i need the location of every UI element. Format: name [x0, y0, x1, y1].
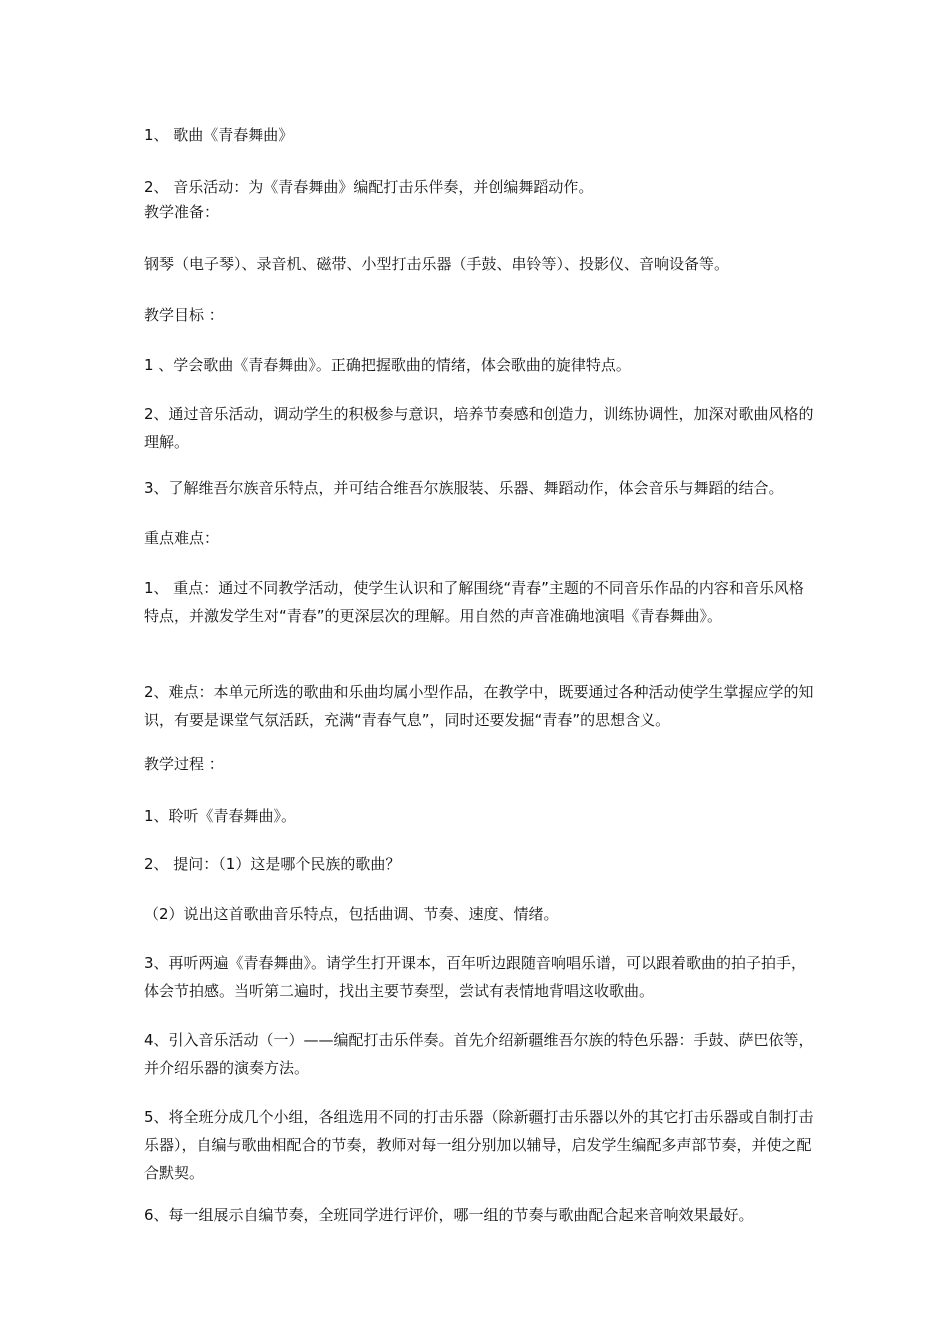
heading-process: 教学过程 ：: [144, 755, 224, 773]
process-step-2-sub: （2）说出这首歌曲音乐特点，包括曲调、节奏、速度、情绪。: [144, 905, 559, 923]
process-step-2: 2、 提问：（1）这是哪个民族的歌曲？: [144, 855, 401, 873]
process-step-3: 3、再听两遍《青春舞曲》。请学生打开课本，百年听边跟随音响唱乐谱，可以跟着歌曲的拍子拍手，体会节拍感。当听第二遍时，找出主要节奏型，尝试有表情地背唱这收歌曲。: [144, 954, 807, 1000]
process-step-1: 1、聆听《青春舞曲》。: [144, 807, 297, 825]
preparation-text: 钢琴（电子琴）、录音机、磁带、小型打击乐器（手鼓、串铃等）、投影仪、音响设备等。: [144, 255, 730, 273]
objective-2: 2、通过音乐活动，调动学生的积极参与意识，培养节奏感和创造力，训练协调性，加深对歌曲风格的理解。: [144, 405, 814, 451]
key-point-1: 1、 重点：通过不同教学活动，使学生认识和了解围绕“青春”主题的不同音乐作品的内容和音乐风格特点，并激发学生对“青春”的更深层次的理解。用自然的声音准确地演唱《青春舞曲》。: [144, 579, 804, 625]
objective-3: 3、了解维吾尔族音乐特点，并可结合维吾尔族服装、乐器、舞蹈动作，体会音乐与舞蹈的结合。: [144, 479, 784, 497]
heading-objectives: 教学目标 ：: [144, 306, 224, 324]
heading-preparation: 教学准备：: [144, 203, 220, 221]
heading-key-points: 重点难点：: [144, 529, 220, 547]
objective-1: 1 、学会歌曲《青春舞曲》。正确把握歌曲的情绪，体会歌曲的旋律特点。: [144, 356, 631, 374]
key-point-2: 2、难点：本单元所选的歌曲和乐曲均属小型作品，在教学中，既要通过各种活动使学生掌握应学的知识，有要是课堂气氛活跃，充满“青春气息”，同时还要发掘“青春”的思想含义。: [144, 683, 814, 729]
content-item-song: 1、 歌曲《青春舞曲》: [144, 126, 294, 144]
process-step-4: 4、引入音乐活动（一）——编配打击乐伴奏。首先介绍新疆维吾尔族的特色乐器：手鼓、萨巴依等，并介绍乐器的演奏方法。: [144, 1031, 814, 1077]
process-step-6: 6、每一组展示自编节奏，全班同学进行评价，哪一组的节奏与歌曲配合起来音响效果最好。: [144, 1206, 754, 1224]
content-item-activity: 2、 音乐活动：为《青春舞曲》编配打击乐伴奏，并创编舞蹈动作。: [144, 178, 594, 196]
process-step-5: 5、将全班分成几个小组，各组选用不同的打击乐器（除新疆打击乐器以外的其它打击乐器或自制打击乐器），自编与歌曲相配合的节奏，教师对每一组分别加以辅导，启发学生编配多声部节奏，并使之配合默契。: [144, 1108, 814, 1182]
